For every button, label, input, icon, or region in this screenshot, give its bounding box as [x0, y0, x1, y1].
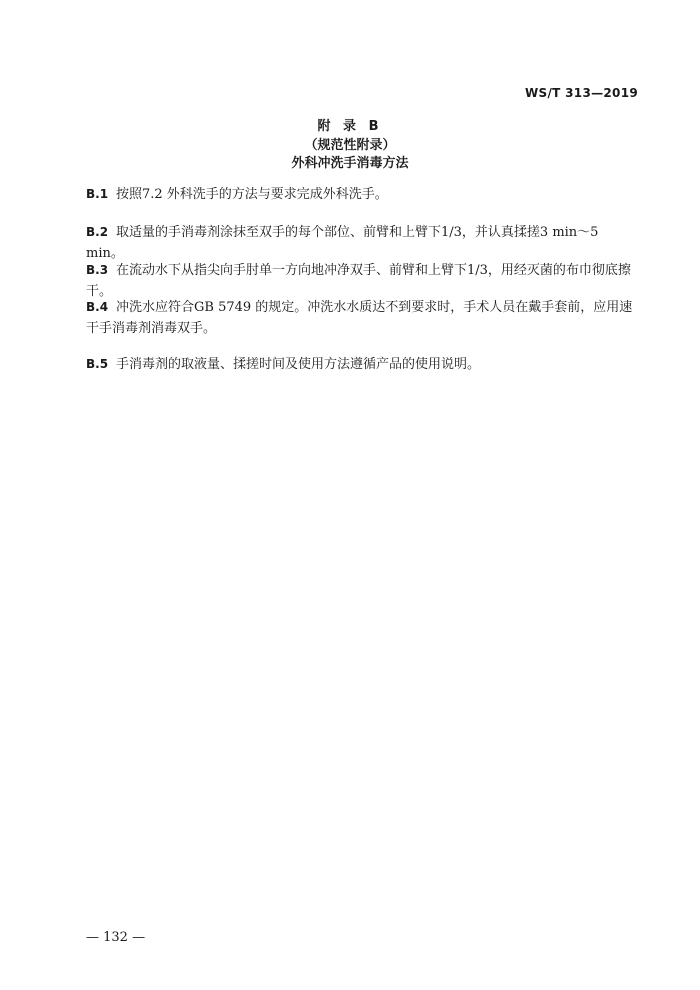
clause-b1 — [86, 184, 638, 205]
clause-b3 — [86, 260, 638, 302]
clause-text: 冲洗水应符合GB 5749 的规定。冲洗水水质达不到要求时，手术人员在戴手套前，应用速干手消毒剂消毒双手。 — [86, 300, 633, 336]
clause-b5 — [86, 354, 638, 375]
appendix-type: （规范性附录） — [304, 138, 396, 153]
clause-text: 按照7.2 外科洗手的方法与要求完成外科洗手。 — [116, 187, 388, 202]
clause-b4 — [86, 297, 638, 339]
page-number: — 132 — — [86, 930, 146, 945]
clause-number: B.4 — [86, 300, 109, 314]
clause-number: B.1 — [86, 187, 109, 201]
clause-b2 — [86, 222, 638, 264]
clause-text: 在流动水下从指尖向手肘单一方向地冲净双手、前臂和上臂下1/3，用经灭菌的布巾彻底擦干。 — [86, 263, 631, 299]
clause-text: 手消毒剂的取液量、揉搓时间及使用方法遵循产品的使用说明。 — [116, 357, 481, 372]
clause-number: B.3 — [86, 263, 109, 277]
standard-code: WS/T 313—2019 — [525, 86, 638, 100]
clause-number: B.5 — [86, 357, 109, 371]
appendix-title: 外科冲洗手消毒方法 — [291, 156, 409, 171]
clause-number: B.2 — [86, 225, 109, 239]
clause-text: 取适量的手消毒剂涂抹至双手的每个部位、前臂和上臂下1/3，并认真揉搓3 min～5 min。 — [86, 225, 599, 261]
appendix-label: 附 录 B — [317, 119, 383, 134]
